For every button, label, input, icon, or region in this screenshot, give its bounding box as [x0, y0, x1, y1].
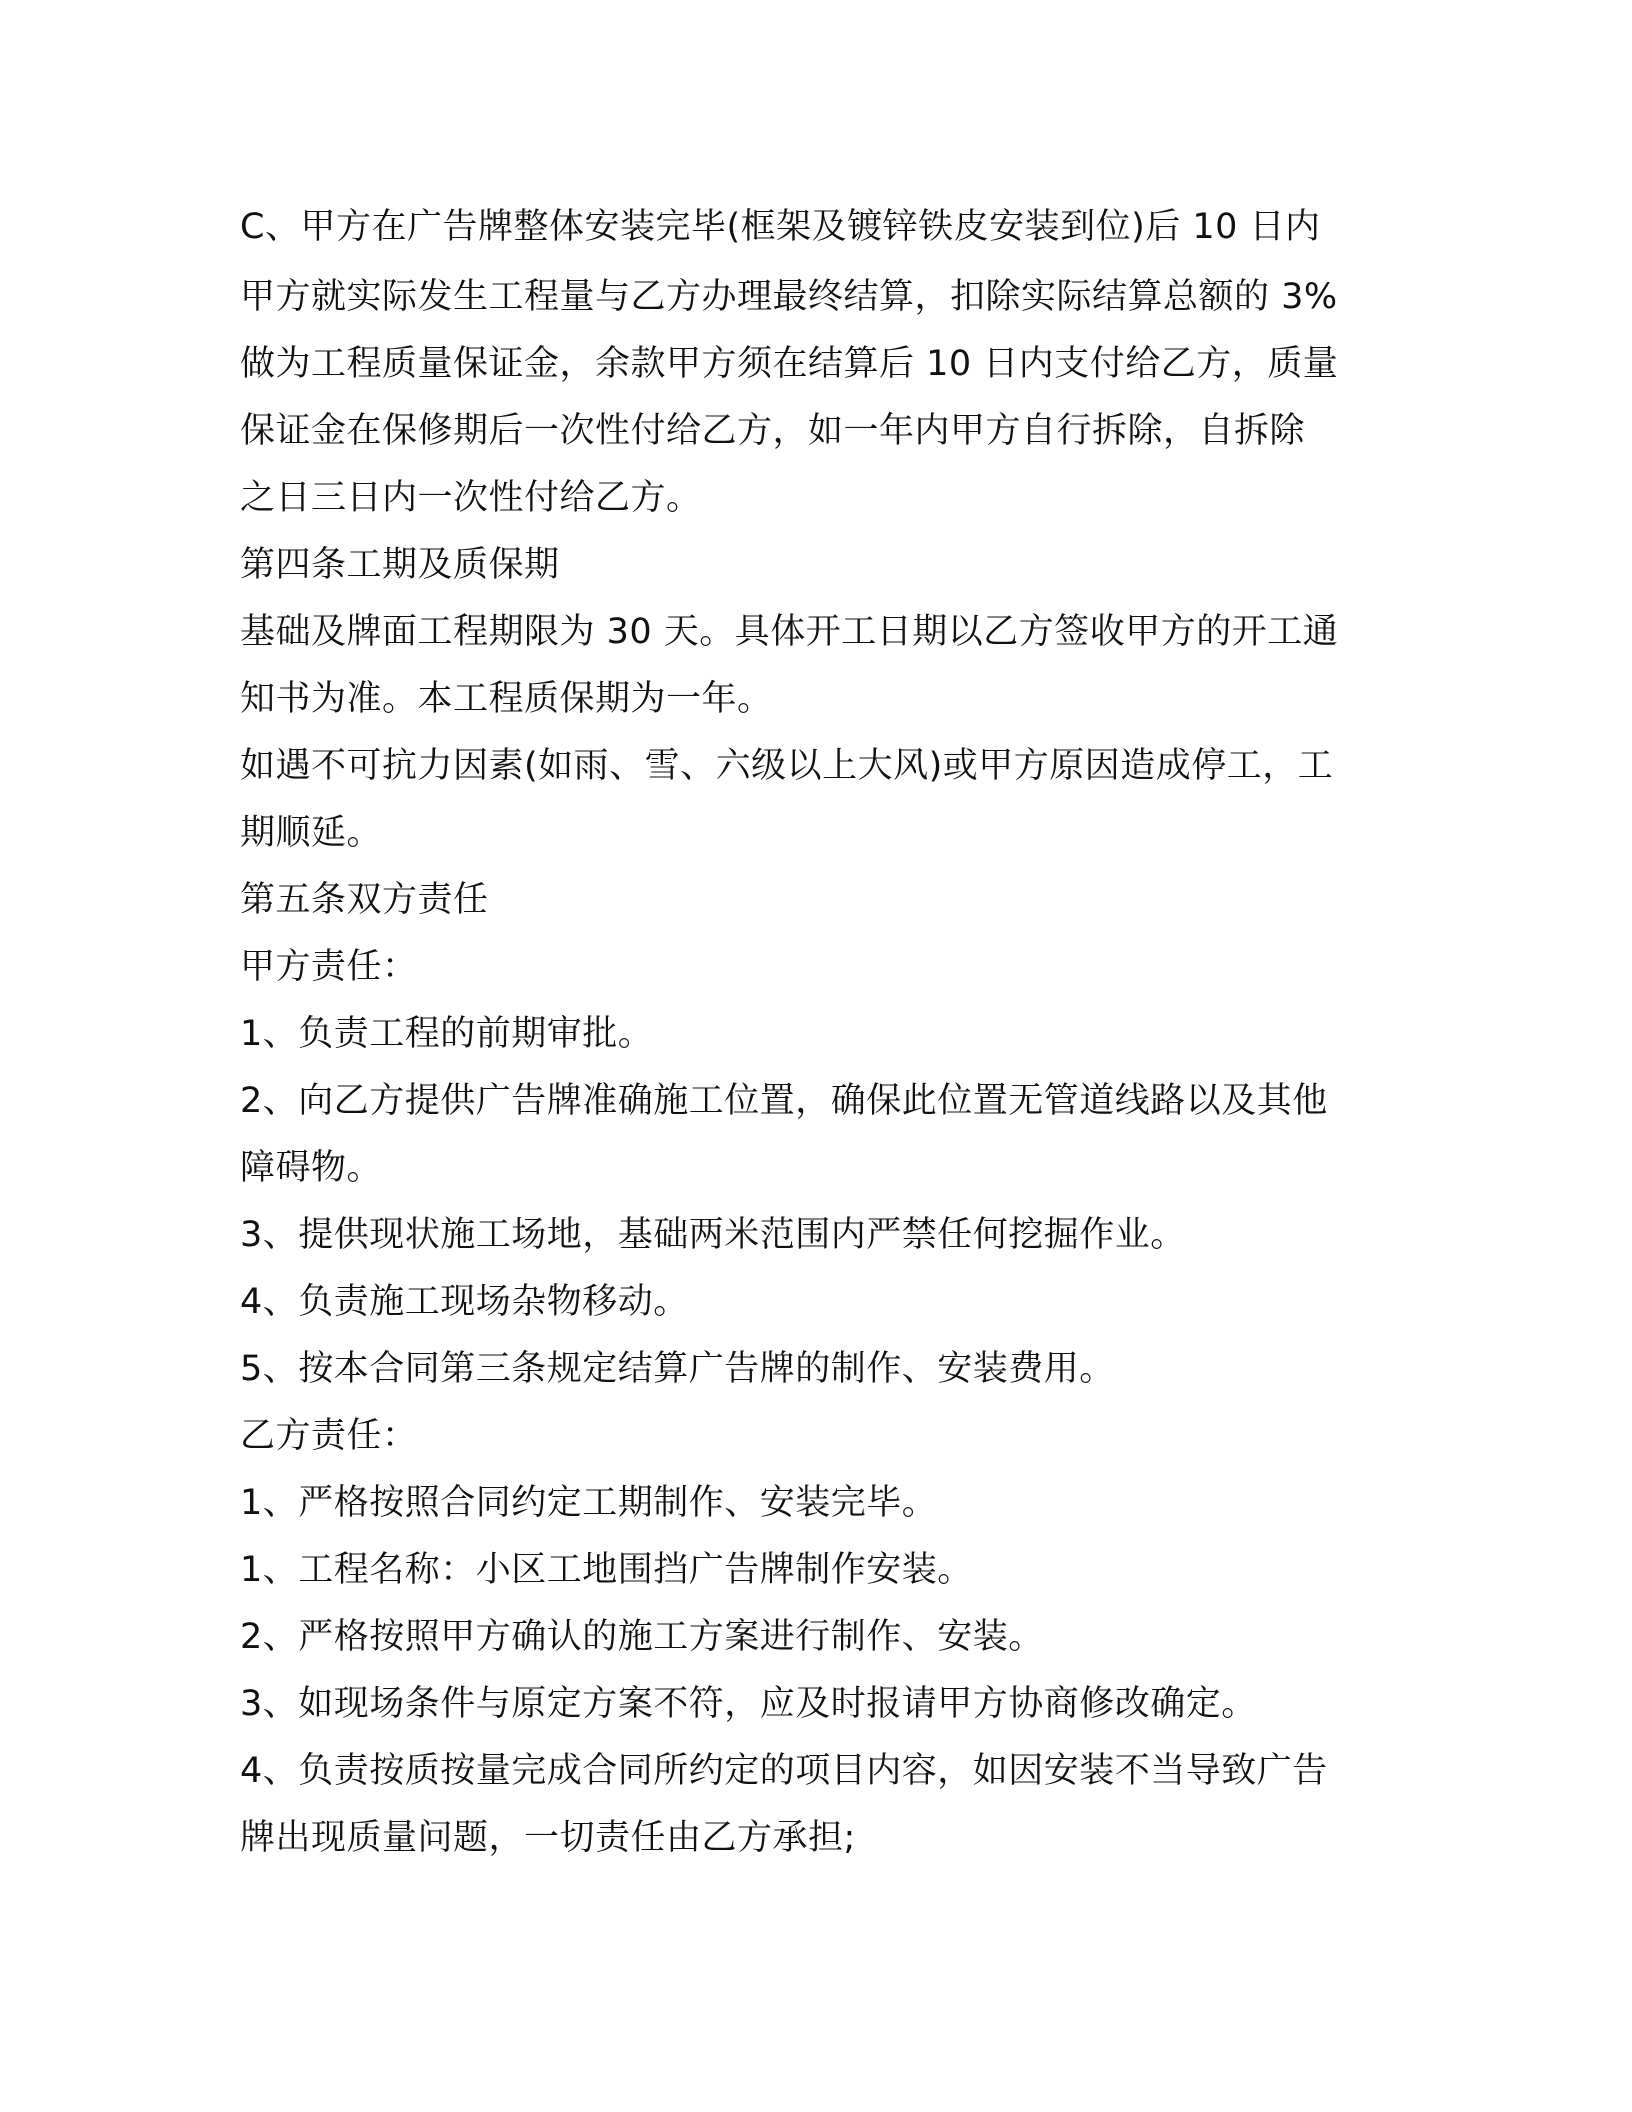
list-item-continuation: 障碍物。	[240, 1148, 383, 1188]
list-item: 1、工程名称：小区工地围挡广告牌制作安装。	[240, 1550, 973, 1590]
subsection-heading: 乙方责任：	[240, 1416, 418, 1456]
text-line: 做为工程质量保证金，余款甲方须在结算后 10 日内支付给乙方，质量	[240, 344, 1339, 384]
list-item: 5、按本合同第三条规定结算广告牌的制作、安装费用。	[240, 1349, 1115, 1389]
list-item: 4、负责施工现场杂物移动。	[240, 1282, 689, 1322]
list-item: 4、负责按质按量完成合同所约定的项目内容，如因安装不当导致广告	[240, 1751, 1328, 1791]
document-body	[240, 192, 1400, 1872]
list-item: 2、向乙方提供广告牌准确施工位置，确保此位置无管道线路以及其他	[240, 1081, 1328, 1121]
section-heading: 第四条工期及质保期	[240, 545, 560, 585]
text-line: 甲方就实际发生工程量与乙方办理最终结算，扣除实际结算总额的 3%	[240, 277, 1338, 317]
subsection-heading: 甲方责任：	[240, 947, 418, 987]
section-heading: 第五条双方责任	[240, 880, 489, 920]
text-line: 保证金在保修期后一次性付给乙方，如一年内甲方自行拆除，自拆除	[240, 411, 1306, 451]
list-item: 1、严格按照合同约定工期制作、安装完毕。	[240, 1483, 938, 1523]
text-line: 期顺延。	[240, 813, 383, 853]
list-item-continuation: 牌出现质量问题，一切责任由乙方承担;	[240, 1818, 856, 1858]
list-item: 1、负责工程的前期审批。	[240, 1014, 654, 1054]
list-item: 3、如现场条件与原定方案不符，应及时报请甲方协商修改确定。	[240, 1684, 1257, 1724]
text-line: C、甲方在广告牌整体安装完毕(框架及镀锌铁皮安装到位)后 10 日内	[240, 207, 1321, 247]
text-line: 知书为准。本工程质保期为一年。	[240, 679, 773, 719]
list-item: 2、严格按照甲方确认的施工方案进行制作、安装。	[240, 1617, 1044, 1657]
text-line: 基础及牌面工程期限为 30 天。具体开工日期以乙方签收甲方的开工通	[240, 612, 1339, 652]
text-line: 之日三日内一次性付给乙方。	[240, 478, 702, 518]
text-line: 如遇不可抗力因素(如雨、雪、六级以上大风)或甲方原因造成停工，工	[240, 746, 1334, 786]
list-item: 3、提供现状施工场地，基础两米范围内严禁任何挖掘作业。	[240, 1215, 1186, 1255]
